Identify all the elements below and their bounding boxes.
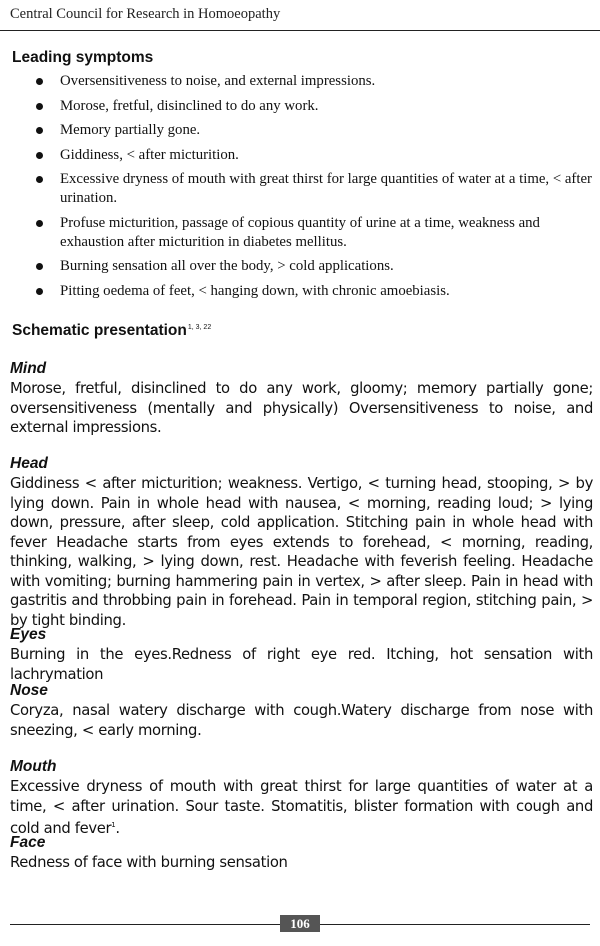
bullet-icon bbox=[36, 176, 43, 183]
section-eyes bbox=[10, 625, 593, 684]
footer-rule-right bbox=[320, 924, 590, 925]
running-header: Central Council for Research in Homoeopathy bbox=[10, 6, 281, 22]
section-title: Nose bbox=[10, 682, 48, 699]
bullet-icon bbox=[36, 220, 43, 227]
list-item: Morose, fretful, disinclined to do any work. bbox=[0, 97, 600, 116]
section-mouth bbox=[10, 757, 593, 838]
footer-rule-left bbox=[10, 924, 280, 925]
list-item: Memory partially gone. bbox=[0, 121, 600, 140]
section-text: Giddiness < after micturition; weakness. Vertigo, < turning head, stooping, > by lying down. Pain in whole head with nausea, < morning, reading loud; > lying down, pressure, after sleep, cold application. Stitching pain in whole head with fever Headache starts from eyes extends to forehead, < morning, reading, thinking, walking, > lying down, rest. Headache with feverish feeling. Headache with vomiting; burning hammering pain in vertex, > after sleep. Pain in head with gastritis and throbbing pain in forehead. Pain in temporal region, stitching pain, > by tight binding. bbox=[10, 475, 593, 629]
section-text: Excessive dryness of mouth with great thirst for large quantities of water at a time, < after urination. Sour taste. Stomatitis, blister formation with cough and cold and fever$^1$. bbox=[10, 778, 593, 837]
list-item: Burning sensation all over the body, > cold applications. bbox=[0, 257, 600, 276]
reference-superscript: 1, 3, 22 bbox=[187, 323, 212, 331]
list-item: Profuse micturition, passage of copious quantity of urine at a time, weakness and exhaustion after micturition in diabetes mellitus. bbox=[0, 214, 600, 252]
section-title: Eyes bbox=[10, 626, 47, 643]
section-head bbox=[10, 454, 593, 630]
section-text: Redness of face with burning sensation bbox=[10, 854, 288, 871]
section-face bbox=[10, 833, 593, 873]
list-item: Giddiness, < after micturition. bbox=[0, 146, 600, 165]
reference-superscript: 1 bbox=[111, 821, 116, 829]
bullet-icon bbox=[36, 288, 43, 295]
header-rule bbox=[0, 30, 600, 31]
bullet-icon bbox=[36, 152, 43, 159]
bullet-icon bbox=[36, 127, 43, 134]
bullet-icon bbox=[36, 78, 43, 85]
section-mind bbox=[10, 359, 593, 438]
section-text: Morose, fretful, disinclined to do any work, gloomy; memory partially gone; oversensitiveness (mentally and physically) Oversensitiveness to noise, and external impressions. bbox=[10, 380, 593, 436]
bullet-icon bbox=[36, 103, 43, 110]
section-text: Coryza, nasal watery discharge with cough.Watery discharge from nose with sneezing, < early morning. bbox=[10, 702, 593, 739]
list-item: Oversensitiveness to noise, and external impressions. bbox=[0, 72, 600, 91]
section-text: Burning in the eyes.Redness of right eye red. Itching, hot sensation with lachrymation bbox=[10, 646, 593, 683]
section-nose bbox=[10, 681, 593, 740]
section-title: Head bbox=[10, 455, 48, 472]
leading-symptoms-list bbox=[0, 72, 600, 306]
section-title: Mind bbox=[10, 360, 47, 377]
section-title: Face bbox=[10, 834, 46, 851]
schematic-presentation-heading: Schematic presentation$^{1, 3, 22}$ bbox=[12, 322, 212, 339]
page-number: 106 bbox=[280, 915, 320, 932]
bullet-icon bbox=[36, 263, 43, 270]
leading-symptoms-heading: Leading symptoms bbox=[12, 49, 154, 66]
list-item: Pitting oedema of feet, < hanging down, with chronic amoebiasis. bbox=[0, 282, 600, 301]
section-title: Mouth bbox=[10, 758, 57, 775]
list-item: Excessive dryness of mouth with great thirst for large quantities of water at a time, < after urination. bbox=[0, 170, 600, 208]
